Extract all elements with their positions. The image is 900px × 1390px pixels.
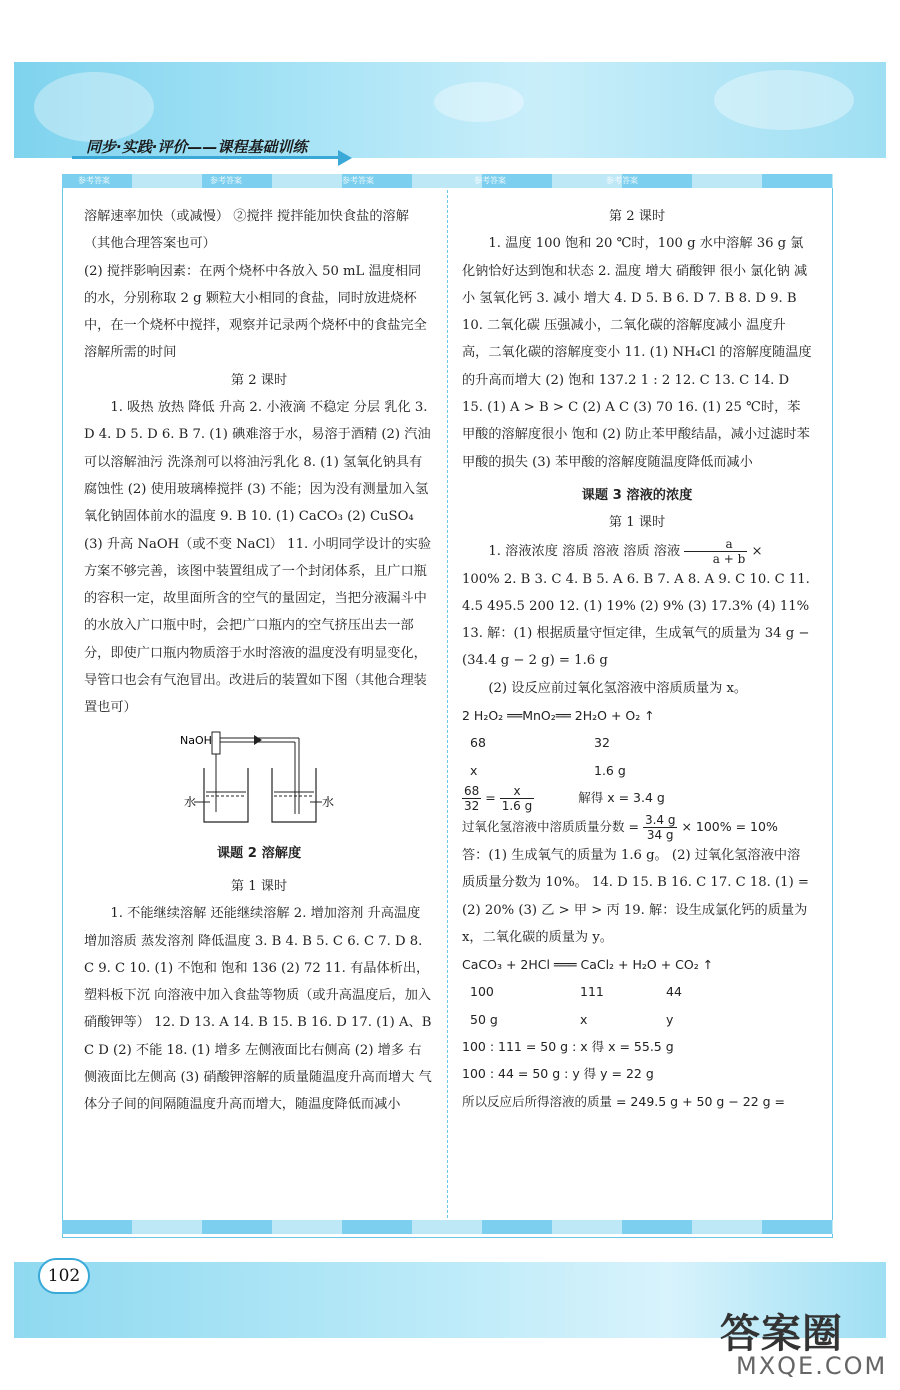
section-title: 课题 2 溶解度 [216,845,302,861]
header-title: 同步·实践·评价——课程基础训练 [86,138,308,156]
top-stripe [62,174,833,188]
answer-text: 1. 溶液浓度 溶质 溶液 溶质 溶液 [488,543,681,559]
water-label-left: 水 [184,794,197,809]
stripe-label: 参考答案 [342,176,374,185]
ratio-line: 100 : 44 = 50 g : y 得 y = 22 g [462,1066,654,1082]
lesson-title: 第 2 课时 [230,372,288,388]
stripe-label: 参考答案 [606,176,638,185]
equation-row: x 1.6 g [470,762,626,778]
stripe-label: 参考答案 [210,176,242,185]
answer-paragraph: 答：(1) 生成氧气的质量为 1.6 g。 (2) 过氧化氢溶液中溶质质量分数为 10%。 14. D 15. B 16. C 17. C 18. (1) = (2) 20% (3) 乙 > 甲 > 丙 19. 解：设生成氯化钙的质量为 x，二氧化碳的质量为 y。 [462,847,809,945]
answer-paragraph: 1. 不能继续溶解 还能继续溶解 2. 增加溶剂 升高温度 增加溶质 蒸发溶剂 降低温度 3. B 4. B 5. C 6. C 7. D 8. C 9. C 10. (1) 不饱和 饱和 136 (2) 72 11. 有晶体析出，塑料板下沉 向溶液中加入食盐等物质（或升高温度后，加入硝酸钾等） 12. D 13. A 14. B 15. B 16. D 17. (1) A、B C D (2) 不能 18. (1) 增多 左侧液面比右侧高 (2) 增多 右侧液面比左侧高 (3) 硝酸钾溶解的质量随温度升高而增大 气体分子间的间隔随温度升高而增大，随温度降低而减小 [84,906,432,1113]
header-rule [72,156,342,159]
fraction: $\frac{a}{a + b}$ [684,537,747,566]
right-column [462,203,812,1115]
watermark-url: MXQE.COM [736,1352,888,1380]
lesson-title: 第 1 课时 [608,515,666,531]
answer-paragraph: (2) 设反应前过氧化氢溶液中溶质质量为 x。 [488,680,748,696]
proportion: $\frac{68}{32}$ = $\frac{x}{1.6 g}$ 解得 x = 3.4 g [464,783,665,813]
section-title: 课题 3 溶液的浓度 [581,487,693,503]
stripe-label: 参考答案 [474,176,506,185]
mass-fraction: 过氧化氢溶液中溶质质量分数 = $\frac{3.4 g}{34 g}$ × 100% = 10% [462,812,778,842]
apparatus-figure [84,722,434,832]
equation-row: 50 g x y [470,1011,674,1027]
answer-paragraph: 1. 吸热 放热 降低 升高 2. 小液滴 不稳定 分层 乳化 3. D 4. D 5. D 6. B 7. (1) 碘难溶于水，易溶于酒精 (2) 汽油可以溶解油污 洗涤剂可以将油污乳化 8. (1) 氢氧化钠具有腐蚀性 (2) 使用玻璃棒搅拌 (3) 不能；因为没有测量加入氢氧化钠固体前水的温度 9. B 10. (1) CaCO₃ (2) CuSO₄ (3) 升高 NaOH（或不变 NaCl） 11. 小明同学设计的实验方案不够完善，该图中装置组成了一个封闭体系，且广口瓶的容积一定，故里面所含的空气的量固定，当把分液漏斗中的水放入广口瓶中时，会把广口瓶内的空气挤压出去一部分，即使广口瓶内物质溶于水时溶液的温度没有明显变化，导管口也会有气泡冒出。改进后的装置如下图（其他合理装置也可） [84,400,432,716]
left-column [84,203,434,1119]
answer-paragraph [462,537,812,566]
answer-paragraph: 100% 2. B 3. C 4. B 5. A 6. B 7. A 8. A 9. C 10. C 11. 4.5 495.5 200 12. (1) 19% (2) 9% (3) 17.3% (4) 11% 13. 解：(1) 根据质量守恒定律，生成氧气的质量为 34 g − (34.4 g − 2 g) = 1.6 g [462,571,810,669]
answer-paragraph: 溶解速率加快（或减慢） ②搅拌 搅拌能加快食盐的溶解（其他合理答案也可） [84,209,409,252]
ratio-line: 100 : 111 = 50 g : x 得 x = 55.5 g [462,1039,674,1055]
answer-paragraph: (2) 搅拌影响因素：在两个烧杯中各放入 50 mL 温度相同的水，分别称取 2 g 颗粒大小相同的食盐，同时放进烧杯中，在一个烧杯中搅拌，观察并记录两个烧杯中的食盐完全溶解所需的时间 [84,263,427,361]
lesson-title: 第 1 课时 [230,878,288,894]
stripe-label: 参考答案 [78,176,110,185]
column-divider [447,190,450,1218]
equation-row: 68 32 [470,735,610,751]
water-label-right: 水 [322,794,335,809]
bottom-stripe [62,1220,833,1234]
chemical-equation: CaCO₃ + 2HCl ═══ CaCl₂ + H₂O + CO₂ ↑ [462,957,714,973]
watermark-logo: 答案圈 [720,1311,843,1357]
final-line: 所以反应后所得溶液的质量 = 249.5 g + 50 g − 22 g = [462,1093,786,1109]
lesson-title: 第 2 课时 [608,209,666,224]
equation-row: 100 111 44 [470,984,682,1000]
chemical-equation: 2 H₂O₂ ══MnO₂══ 2H₂O + O₂ ↑ [462,708,655,724]
header-arrow-icon [338,150,352,166]
page-number: 102 [38,1258,90,1294]
answer-paragraph: 1. 温度 100 饱和 20 ℃时，100 g 水中溶解 36 g 氯化钠恰好达到饱和状态 2. 温度 增大 硝酸钾 很小 氯化钠 减小 氢氧化钙 3. 减小 增大 4. D 5. B 6. D 7. B 8. D 9. B 10. 二氧化碳 压强减小，二氧化碳的溶解度减小 温度升高，二氧化碳的溶解度变小 11. (1) NH₄Cl 的溶解度随温度的升高而增大 (2) 饱和 137.2 1 : 2 12. C 13. C 14. D 15. (1) A > B > C (2) A C (3) 70 16. (1) 25 ℃时，苯甲酸的溶解度很小 饱和 (2) 防止苯甲酸结晶，减小过滤时苯甲酸的损失 (3) 苯甲酸的溶解度随温度降低而减小 [462,236,812,470]
times-sign: × [751,543,763,559]
naoh-label: NaOH [180,733,212,747]
